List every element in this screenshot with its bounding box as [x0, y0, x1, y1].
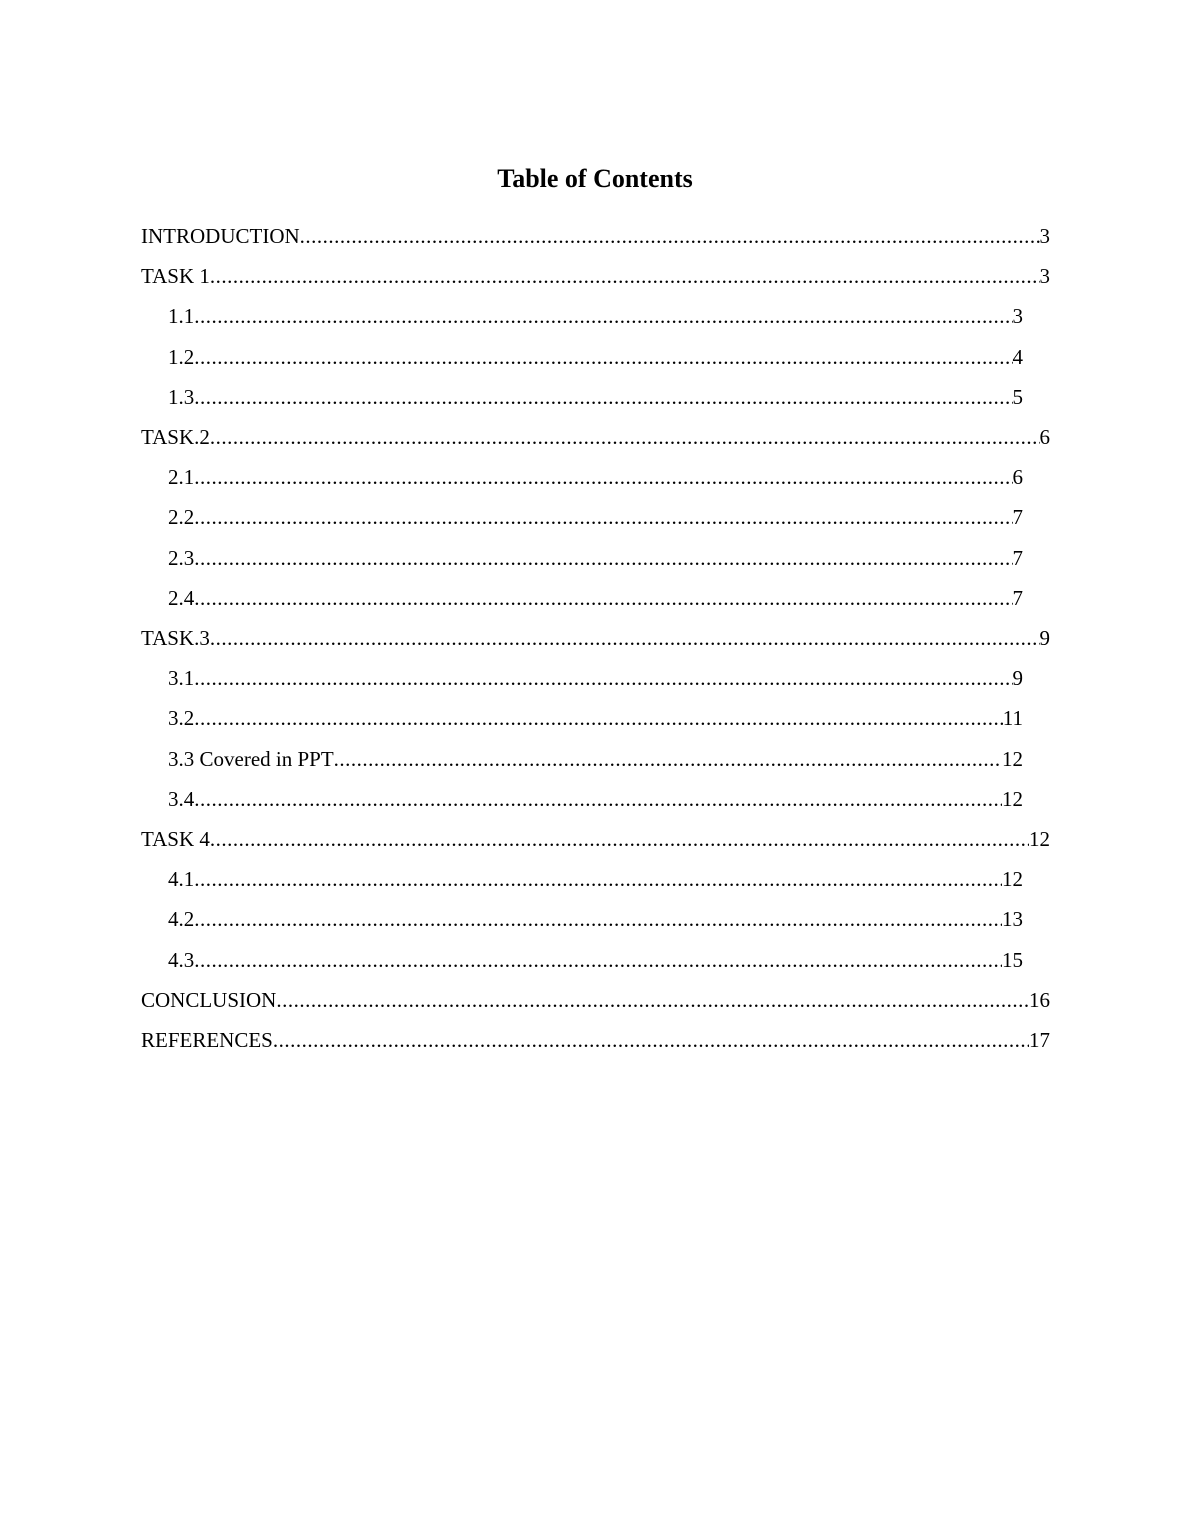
toc-entry-page-number: 7: [1012, 505, 1023, 529]
toc-entry-page-number: 12: [1002, 787, 1023, 811]
toc-entry[interactable]: [168, 658, 1023, 698]
toc-entry-page-number: 3: [1012, 304, 1023, 328]
toc-dot-leader: [194, 538, 1012, 578]
toc-dot-leader: [334, 739, 1002, 779]
toc-dot-leader: [194, 497, 1012, 537]
toc-entry[interactable]: [141, 417, 1050, 457]
toc-entry-page-number: 9: [1039, 626, 1050, 650]
toc-dot-leader: [194, 457, 1012, 497]
toc-entry[interactable]: [168, 739, 1023, 779]
toc-entry[interactable]: [141, 980, 1050, 1020]
toc-dot-leader: [194, 698, 1003, 738]
toc-dot-leader: [194, 658, 1012, 698]
toc-entry-label: TASK 4: [141, 827, 210, 851]
toc-entry-label: 4.3: [168, 948, 195, 972]
toc-entry[interactable]: [141, 819, 1050, 859]
toc-entry[interactable]: [168, 859, 1023, 899]
toc-entry-page-number: 12: [1002, 867, 1023, 891]
toc-entry-label: CONCLUSION: [141, 988, 277, 1012]
toc-entry[interactable]: [141, 1020, 1050, 1060]
toc-entry[interactable]: [168, 578, 1023, 618]
toc-entry-label: TASK 1: [141, 264, 210, 288]
toc-entry[interactable]: [168, 457, 1023, 497]
toc-entry-label: 3.3 Covered in PPT: [168, 747, 334, 771]
toc-title: Table of Contents: [497, 164, 693, 193]
toc-entry-page-number: 15: [1002, 948, 1023, 972]
toc-entry[interactable]: [141, 618, 1050, 658]
toc-entry[interactable]: [168, 377, 1023, 417]
toc-entry-label: TASK.3: [141, 626, 210, 650]
toc-entry-page-number: 4: [1012, 345, 1023, 369]
toc-dot-leader: [276, 980, 1029, 1020]
toc-dot-leader: [194, 578, 1012, 618]
toc-entry-page-number: 13: [1002, 907, 1023, 931]
toc-dot-leader: [210, 819, 1029, 859]
toc-dot-leader: [194, 779, 1002, 819]
toc-entry[interactable]: [141, 216, 1050, 256]
toc-dot-leader: [194, 899, 1002, 939]
toc-entry-page-number: 12: [1029, 827, 1050, 851]
toc-entry-page-number: 12: [1002, 747, 1023, 771]
toc-entry-label: 3.2: [168, 706, 195, 730]
toc-entry-label: 3.4: [168, 787, 195, 811]
toc-entry[interactable]: [168, 538, 1023, 578]
toc-entry-label: 2.2: [168, 505, 195, 529]
toc-entry-label: 1.3: [168, 385, 195, 409]
toc-dot-leader: [194, 296, 1012, 336]
toc-entry[interactable]: [168, 296, 1023, 336]
toc-entry[interactable]: [168, 779, 1023, 819]
toc-entry-page-number: 3: [1039, 264, 1050, 288]
toc-entry[interactable]: [168, 337, 1023, 377]
toc-entry-label: 2.1: [168, 465, 195, 489]
toc-entry-page-number: 16: [1029, 988, 1050, 1012]
toc-dot-leader: [210, 417, 1040, 457]
toc-dot-leader: [194, 337, 1012, 377]
toc-entry-label: 1.2: [168, 345, 195, 369]
toc-entry-label: 3.1: [168, 666, 195, 690]
toc-entry-page-number: 11: [1002, 706, 1023, 730]
toc-entry-page-number: 5: [1012, 385, 1023, 409]
toc-entry[interactable]: [168, 497, 1023, 537]
toc-entry-page-number: 9: [1012, 666, 1023, 690]
toc-entry-label: REFERENCES: [141, 1028, 273, 1052]
toc-entry-label: 1.1: [168, 304, 195, 328]
toc-entry[interactable]: [168, 940, 1023, 980]
toc-entry-page-number: 6: [1039, 425, 1050, 449]
toc-dot-leader: [300, 216, 1040, 256]
toc-entry[interactable]: [168, 899, 1023, 939]
toc-entry-label: 2.3: [168, 546, 195, 570]
toc-dot-leader: [273, 1020, 1029, 1060]
toc-entry-page-number: 3: [1039, 224, 1050, 248]
toc-entry-label: 4.1: [168, 867, 195, 891]
toc-entry-page-number: 6: [1012, 465, 1023, 489]
toc-entry-label: INTRODUCTION: [141, 224, 300, 248]
toc-dot-leader: [210, 256, 1040, 296]
toc-entry-label: 4.2: [168, 907, 195, 931]
toc-entry-label: 2.4: [168, 586, 195, 610]
toc-dot-leader: [194, 859, 1002, 899]
toc-dot-leader: [194, 377, 1012, 417]
toc-entry-label: TASK.2: [141, 425, 210, 449]
toc-entry-page-number: 7: [1012, 586, 1023, 610]
toc-dot-leader: [194, 940, 1002, 980]
toc-entry[interactable]: [168, 698, 1023, 738]
toc-dot-leader: [210, 618, 1040, 658]
toc-entry[interactable]: [141, 256, 1050, 296]
toc-entry-page-number: 7: [1012, 546, 1023, 570]
toc-entry-page-number: 17: [1029, 1028, 1050, 1052]
